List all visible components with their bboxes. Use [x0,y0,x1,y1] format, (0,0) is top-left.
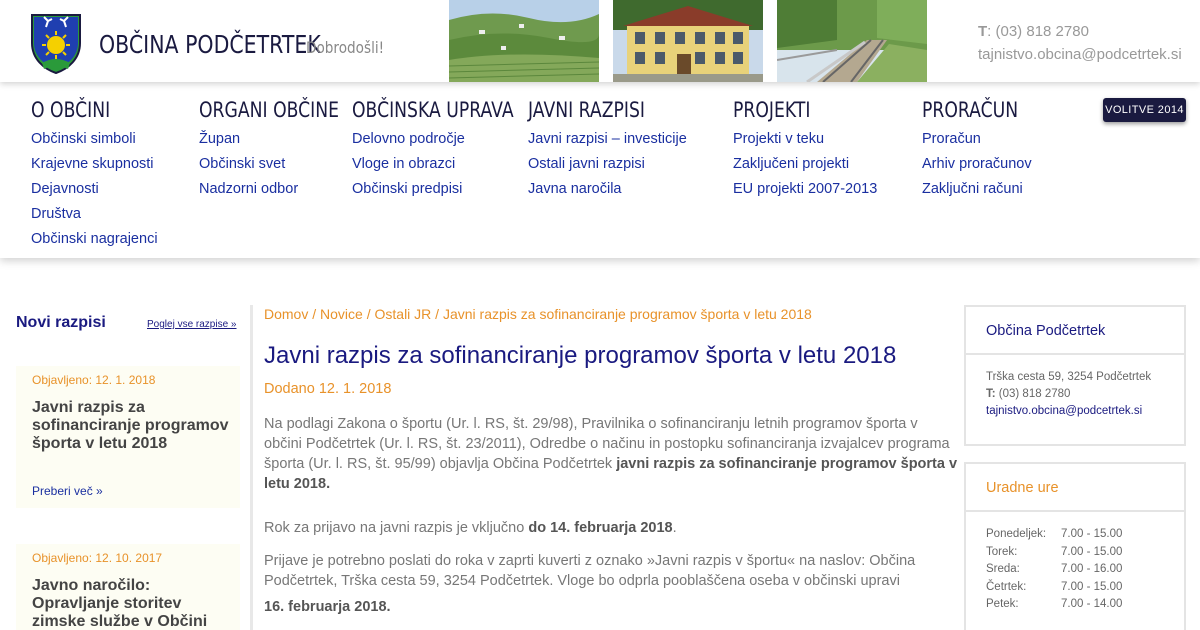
nav-column-organi-obcine [199,98,370,202]
nav-link-javni-razpisi-investicije[interactable]: Javni razpisi – investicije [528,131,687,147]
railway-track-photo [777,0,927,82]
office-hours-heading: Uradne ure [966,464,1184,512]
nav-column-proracun [922,98,1039,202]
nav-heading-javni-razpisi[interactable]: JAVNI RAZPISI [528,98,645,122]
hours-row: Sreda: 7.00 - 16.00 [986,563,1123,575]
nav-link-obcinski-svet[interactable]: Občinski svet [199,156,286,172]
page-title: Javni razpis za sofinanciranje programov športa v letu 2018 [264,342,897,369]
article-paragraph: Rok za prijavo na javni razpis je vključno do 14. februarja 2018. [264,520,677,536]
nav-link-delovno-podrocje[interactable]: Delovno področje [352,131,465,147]
tender-card [16,544,240,630]
nav-link-ostali-javni-razpisi[interactable]: Ostali javni razpisi [528,156,645,172]
article-paragraph: Na podlagi Zakona o športu (Ur. l. RS, št. 29/98), Pravilnika o sofinanciranju letnih programov športa v občini Podčetrtek (Ur. l. RS, št. 23/2011), Odredbe o načinu in postopku sofinanciranja izvajalcev programa športa (Ur. l. RS, št. 95/99) objavlja Občina Podčetrtek javni razpis za sofinanciranje programov športa v letu 2018. [264,416,958,492]
nav-heading-organi-obcine[interactable]: ORGANI OBČINE [199,98,340,122]
office-hours-list [966,512,1184,614]
contact-phone: T: (03) 818 2780 [986,388,1071,400]
main-navigation [0,82,1200,258]
welcome-text: Dobrodošli! [306,38,385,57]
contact-address: Trška cesta 59, 3254 Podčetrtek [986,371,1152,383]
breadcrumb-ostali-jr[interactable]: Ostali JR [374,306,432,322]
nav-heading-obcinska-uprava[interactable]: OBČINSKA UPRAVA [352,98,514,122]
nav-link-vloge-in-obrazci[interactable]: Vloge in obrazci [352,156,456,172]
nav-link-obcinski-predpisi[interactable]: Občinski predpisi [352,181,463,197]
nav-link-eu-projekti[interactable]: EU projekti 2007-2013 [733,181,878,197]
nav-link-krajevne-skupnosti[interactable]: Krajevne skupnosti [31,156,154,172]
nav-column-javni-razpisi [528,98,687,202]
tender-card [16,366,240,508]
breadcrumb-novice[interactable]: Novice [320,306,363,322]
nav-column-obcinska-uprava [352,98,549,202]
tender-title[interactable]: Javni razpis za sofinanciranje programov športa v letu 2018 [32,399,229,452]
tender-date: Objavljeno: 12. 10. 2017 [32,551,163,565]
nav-link-obcinski-nagrajenci[interactable]: Občinski nagrajenci [31,231,158,247]
vineyard-hills-photo [449,0,599,82]
breadcrumb-home[interactable]: Domov [264,306,309,322]
nav-heading-projekti[interactable]: PROJEKTI [733,98,811,122]
new-tenders-heading: Novi razpisi [16,314,106,331]
site-title[interactable]: OBČINA PODČETRTEK [99,30,321,59]
contact-box-body [966,355,1184,420]
site-header [0,0,1200,82]
hours-row: Petek: 7.00 - 14.00 [986,598,1123,610]
nav-heading-o-obcini[interactable]: O OBČINI [31,98,111,122]
header-contact [978,20,1182,66]
contact-email-link[interactable]: tajnistvo.obcina@podcetrtek.si [986,405,1143,417]
nav-column-o-obcini [31,98,158,252]
nav-heading-proracun[interactable]: PRORAČUN [922,98,1019,122]
nav-link-proracun[interactable]: Proračun [922,131,981,147]
read-more-link[interactable]: Preberi več » [32,484,103,498]
article-date: Dodano 12. 1. 2018 [264,381,392,397]
nav-link-zakljucni-racuni[interactable]: Zaključni računi [922,181,1023,197]
tender-title[interactable]: Javno naročilo: Opravljanje storitev zimske službe v Občini [32,577,208,630]
new-tenders-sidebar [0,298,250,630]
coat-of-arms-logo[interactable] [30,13,82,75]
contact-box-heading: Občina Podčetrtek [966,307,1184,355]
contact-info-box [964,305,1186,446]
column-divider [250,305,253,630]
nav-link-drustva[interactable]: Društva [31,206,81,222]
header-phone: T: (03) 818 2780 [978,23,1089,40]
nav-column-projekti [733,98,877,202]
office-hours-box [964,462,1186,630]
nav-link-projekti-v-teku[interactable]: Projekti v teku [733,131,825,147]
nav-link-obcinski-simboli[interactable]: Občinski simboli [31,131,136,147]
nav-link-zakljuceni-projekti[interactable]: Zaključeni projekti [733,156,850,172]
hours-row: Četrtek: 7.00 - 15.00 [986,580,1123,593]
nav-link-javna-narocila[interactable]: Javna naročila [528,181,622,197]
view-all-tenders-link[interactable]: Poglej vse razpise » [147,319,237,330]
header-email[interactable]: tajnistvo.obcina@podcetrtek.si [978,46,1182,63]
nav-link-zupan[interactable]: Župan [199,131,241,147]
nav-link-nadzorni-odbor[interactable]: Nadzorni odbor [199,181,299,197]
tender-date: Objavljeno: 12. 1. 2018 [32,373,156,387]
hours-row: Ponedeljek: 7.00 - 15.00 [986,528,1123,540]
volitve-2014-button[interactable]: VOLITVE 2014 [1103,98,1186,122]
nav-link-dejavnosti[interactable]: Dejavnosti [31,181,99,197]
yellow-building-photo [613,0,763,82]
article-paragraph: Prijave je potrebno poslati do roka v zaprti kuverti z oznako »Javni razpis v športu« na naslov: Občina Podčetrtek, Trška cesta 59, 3254 Podčetrtek. Vloge bo odprla pooblaščena oseba v občinski upravi 16. februarja 2018. [264,553,916,615]
nav-link-arhiv-proracunov[interactable]: Arhiv proračunov [922,156,1032,172]
breadcrumb-current: Javni razpis za sofinanciranje programov športa v letu 2018 [442,306,812,322]
breadcrumb: Domov / Novice / Ostali JR / Javni razpis za sofinanciranje programov športa v letu 2018 [264,306,812,322]
hours-row: Torek: 7.00 - 15.00 [986,545,1123,558]
